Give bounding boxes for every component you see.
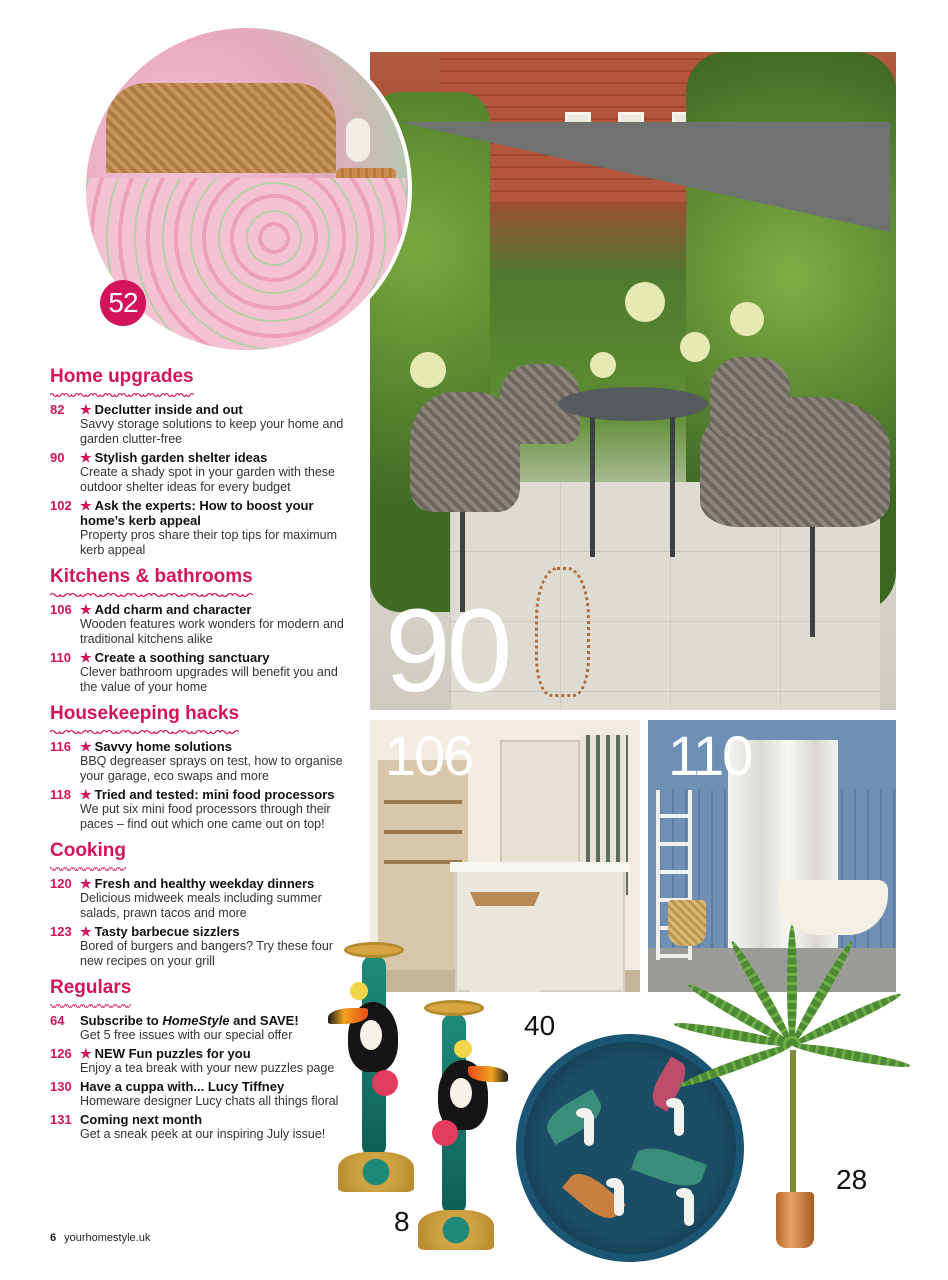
entry-title: Tasty barbecue sizzlers [94,924,240,939]
contents-entry[interactable] [50,924,350,969]
copper-pot [776,1192,814,1248]
entry-page-number: 126 [50,1046,72,1061]
candlestick-cup [424,1000,484,1016]
leaf-pattern [631,1141,707,1193]
entry-description: Property pros share their top tips for maximum kerb appeal [80,528,338,557]
entry-description: Bored of burgers and bangers? Try these four new recipes on your grill [80,939,333,968]
chair-leg [810,527,815,637]
entry-page-number: 110 [50,650,71,665]
contents-entry[interactable] [50,650,350,695]
yellow-flower [454,1040,472,1058]
palm-trunk [790,1050,796,1200]
section-housekeeping-hacks [50,703,350,832]
hydrangea [625,282,665,322]
title-squiggle [50,729,239,735]
heron-motif [614,1182,624,1216]
entry-description: Wooden features work wonders for modern and traditional kitchens alike [80,617,344,646]
wicker-chair [710,357,790,437]
entry-title: Ask the experts: How to boost your home’s kerb appeal [80,498,314,528]
vase-shape [346,118,370,162]
section-title: Home upgrades [50,366,194,388]
entry-description: Create a shady spot in your garden with these outdoor shelter ideas for every budget [80,465,336,494]
table-leg [670,417,675,557]
magazine-name: HomeStyle [162,1013,230,1028]
star-icon: ★ [80,924,92,939]
hydrangea [590,352,616,378]
headboard-shape [106,83,336,173]
yellow-flower [350,982,368,1000]
candlestick-base [338,1152,414,1192]
faux-palm [700,940,948,1260]
entry-page-number: 90 [50,450,65,465]
table-leg [590,417,595,557]
entry-title: NEW Fun puzzles for you [94,1046,251,1061]
hibiscus-flower [372,1070,398,1096]
entry-title: Tried and tested: mini food processors [94,787,335,802]
toucan-candlestick [344,942,414,1192]
toucan-chest [360,1020,382,1050]
garden-page-number: 90 [385,585,509,717]
star-icon: ★ [80,602,92,617]
star-icon: ★ [80,402,92,417]
entry-title: Stylish garden shelter ideas [94,450,268,465]
toucan-candlestick [424,1000,494,1250]
contents-entry[interactable] [50,498,350,558]
entry-title: Coming next month [80,1112,203,1127]
contents-entry[interactable] [50,402,350,447]
section-kitchens-bathrooms [50,566,350,695]
star-icon: ★ [80,876,92,891]
candlesticks-page-number: 8 [394,1206,410,1237]
entry-description: Savvy storage solutions to keep your home and garden clutter-free [80,417,344,446]
candlestick-cup [344,942,404,958]
entry-page-number: 118 [50,787,71,802]
entry-title-pre: Subscribe to [80,1013,163,1028]
entry-description: BBQ degreaser sprays on test, how to organise your garage, eco swaps and more [80,754,343,783]
entry-description: Get 5 free issues with our special offer [80,1028,293,1042]
entry-page-number: 102 [50,498,72,513]
entry-description: Clever bathroom upgrades will benefit you and the value of your home [80,665,338,694]
entry-title: Create a soothing sanctuary [94,650,270,665]
contents-entry[interactable] [50,1112,350,1142]
section-title: Cooking [50,840,126,862]
contents-entry[interactable] [50,450,350,495]
hydrangea [730,302,764,336]
entry-title-post: and SAVE! [229,1013,299,1028]
entry-title: Fresh and healthy weekday dinners [94,876,315,891]
section-regulars [50,977,350,1142]
bedding-page-badge: 52 [100,280,146,326]
section-cooking [50,840,350,969]
entry-page-number: 64 [50,1013,65,1028]
star-icon: ★ [80,787,92,802]
star-icon: ★ [80,739,92,754]
title-squiggle [50,392,194,398]
contents-entry[interactable] [50,876,350,921]
contents-entry[interactable] [50,602,350,647]
leaf-pattern [541,1089,608,1145]
contents-entry[interactable] [50,739,350,784]
island-worktop [450,862,630,872]
title-squiggle [50,866,126,872]
contents-list [50,366,350,1150]
star-icon: ★ [80,498,92,513]
entry-page-number: 123 [50,924,72,939]
wire-hare-sculpture [535,567,590,697]
page-footer [50,1232,150,1244]
star-icon: ★ [80,450,92,465]
hibiscus-flower [432,1120,458,1146]
bar-stool [470,892,540,992]
title-squiggle [50,592,253,598]
palm-page-number: 28 [836,1164,868,1195]
entry-description: Enjoy a tea break with your new puzzles page [80,1061,335,1075]
entry-title: Declutter inside and out [94,402,243,417]
entry-page-number: 106 [50,602,72,617]
kitchen-page-number: 106 [385,724,473,787]
title-squiggle [50,1003,131,1009]
contents-entry[interactable] [50,1079,350,1109]
entry-description: We put six mini food processors through their paces – find out which one came out on top! [80,802,331,831]
toucan-chest [450,1078,472,1108]
dresser-shelf [384,830,462,834]
floral-duvet-shape [82,178,406,354]
contents-entry[interactable] [50,1046,350,1076]
contents-entry[interactable] [50,787,350,832]
star-icon: ★ [80,650,92,665]
tray-page-number: 40 [524,1010,556,1041]
entry-page-number: 120 [50,876,72,891]
entry-page-number: 131 [50,1112,72,1127]
entry-description: Homeware designer Lucy chats all things floral [80,1094,339,1108]
patio-table [558,387,708,421]
heron-motif [584,1112,594,1146]
entry-page-number: 130 [50,1079,72,1094]
palm-frond [787,925,797,1045]
entry-title: Savvy home solutions [94,739,232,754]
palm-frond [791,1040,911,1071]
entry-title: Add charm and character [94,602,252,617]
hydrangea [680,332,710,362]
entry-description: Delicious midweek meals including summer salads, prawn tacos and more [80,891,322,920]
bathroom-page-number: 110 [668,724,752,787]
roll-top-bath [778,880,888,935]
entry-page-number: 82 [50,402,65,417]
section-title: Housekeeping hacks [50,703,239,725]
entry-description: Get a sneak peek at our inspiring July issue! [80,1127,326,1141]
footer-site[interactable]: yourhomestyle.uk [64,1232,151,1244]
entry-title: Have a cuppa with... Lucy Tiffney [80,1079,285,1094]
candlestick-base [418,1210,494,1250]
star-icon: ★ [80,1046,92,1061]
entry-page-number: 116 [50,739,71,754]
shade-sail [400,122,890,232]
footer-page-number: 6 [50,1232,57,1244]
section-home-upgrades [50,366,350,558]
section-title: Kitchens & bathrooms [50,566,253,588]
heron-motif [684,1192,694,1226]
dresser-shelf [384,800,462,804]
heron-motif [674,1102,684,1136]
hydrangea [410,352,446,388]
contents-entry[interactable] [50,1013,350,1043]
section-title: Regulars [50,977,131,999]
